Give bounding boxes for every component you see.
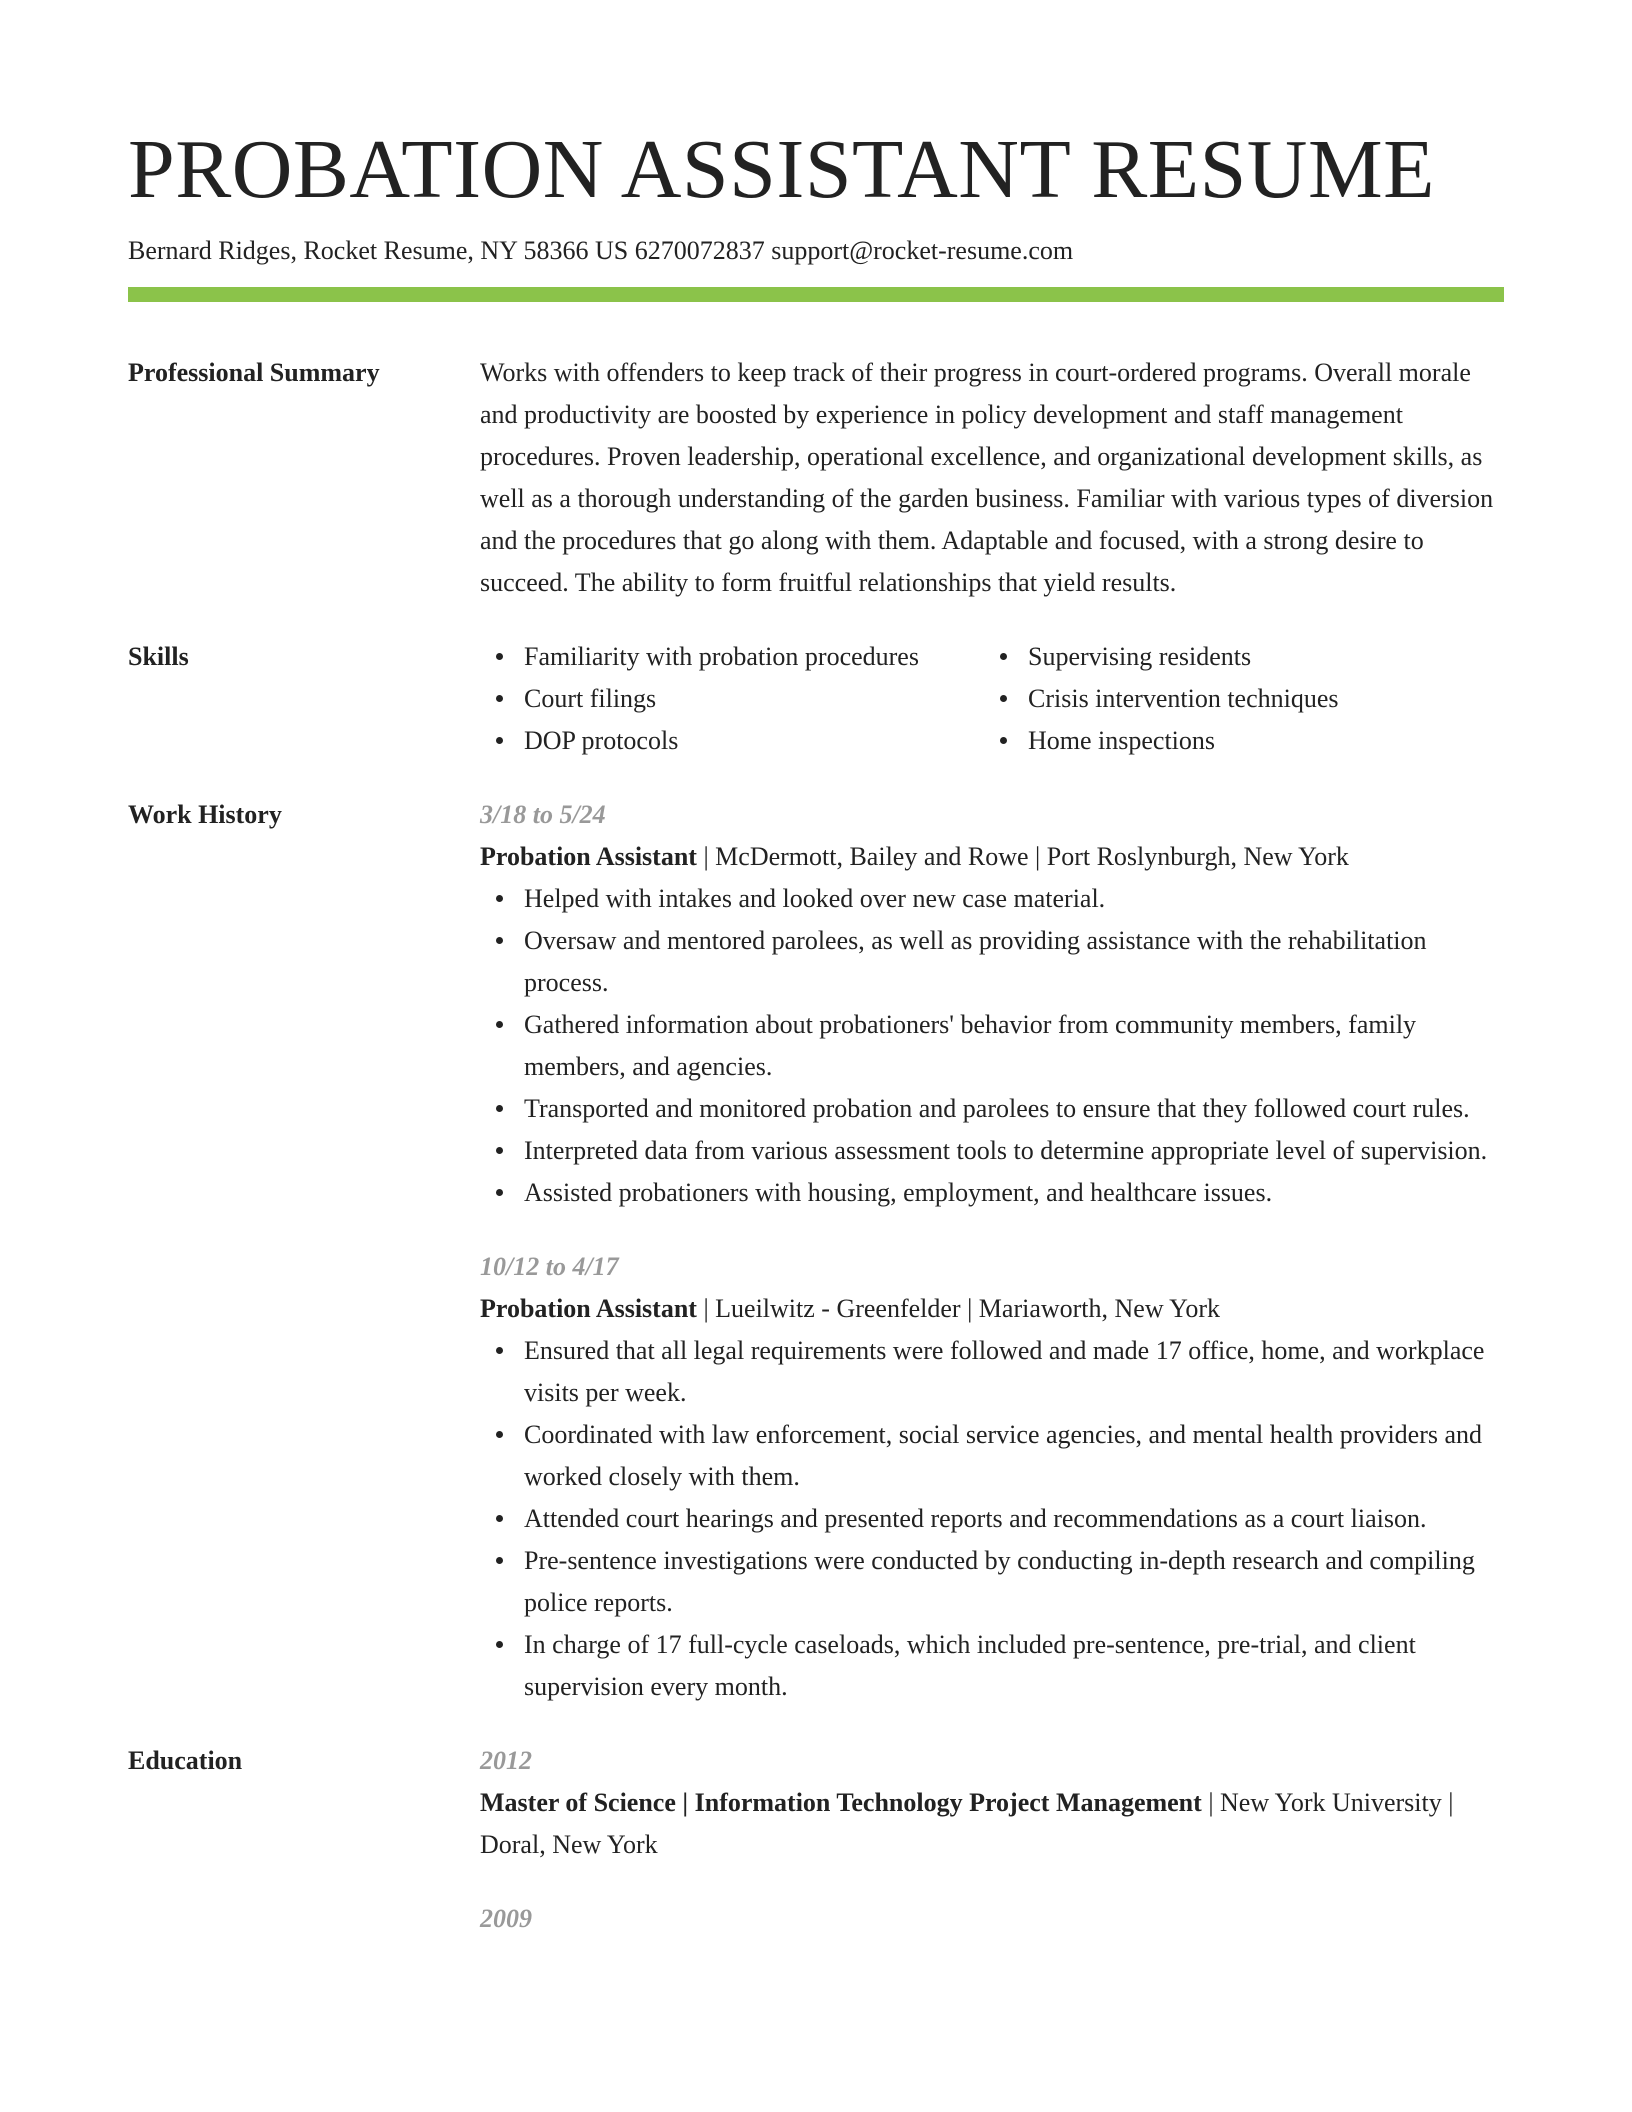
skill-item: Home inspections [984, 720, 1339, 762]
skills-section [128, 636, 1504, 762]
header-divider [128, 287, 1504, 302]
skills-label: Skills [128, 642, 189, 671]
job-bullets [480, 878, 1504, 1214]
job-bullet: Helped with intakes and looked over new case material. [480, 878, 1504, 920]
skills-body [480, 636, 1504, 762]
education-entry [480, 1898, 1504, 1940]
skills-column-left [480, 636, 984, 762]
job-entry [480, 1246, 1504, 1708]
contact-info: Bernard Ridges, Rocket Resume, NY 58366 US 6270072837 support@rocket-resume.com [128, 236, 1074, 265]
job-title: Probation Assistant [480, 842, 697, 871]
skill-item: DOP protocols [480, 720, 984, 762]
skill-item: Familiarity with probation procedures [480, 636, 984, 678]
job-heading [480, 1288, 1504, 1330]
education-heading [480, 1782, 1504, 1866]
job-bullet: Attended court hearings and presented reports and recommendations as a court liaison. [480, 1498, 1504, 1540]
resume-page [128, 120, 1504, 1940]
job-bullet: Gathered information about probationers' behavior from community members, family members, and agencies. [480, 1004, 1504, 1088]
job-bullet: Pre-sentence investigations were conducted by conducting in-depth research and compiling police reports. [480, 1540, 1504, 1624]
education-label: Education [128, 1746, 243, 1775]
summary-label: Professional Summary [128, 358, 380, 387]
work-history-section [128, 794, 1504, 1708]
work-history-label: Work History [128, 800, 282, 829]
job-dates: 3/18 to 5/24 [480, 800, 606, 829]
skills-column-right [984, 636, 1339, 762]
skills-grid [480, 636, 1504, 762]
job-bullet: Interpreted data from various assessment tools to determine appropriate level of supervision. [480, 1130, 1504, 1172]
work-history-body [480, 794, 1504, 1708]
summary-section [128, 352, 1504, 604]
summary-text: Works with offenders to keep track of their progress in court-ordered programs. Overall morale and productivity are boosted by experience in policy development and staff management procedures. Proven leadership, operational excellence, and organizational development skills, as well as a thorough understanding of the garden business. Familiar with various types of diversion and the procedures that go along with them. Adaptable and focused, with a strong desire to succeed. The ability to form fruitful relationships that yield results. [480, 358, 1494, 597]
education-year: 2012 [480, 1746, 532, 1775]
education-section [128, 1740, 1504, 1940]
page-title: PROBATION ASSISTANT RESUME [128, 123, 1435, 216]
job-bullet: Transported and monitored probation and parolees to ensure that they followed court rules. [480, 1088, 1504, 1130]
job-details: | Lueilwitz - Greenfelder | Mariaworth, New York [696, 1294, 1220, 1323]
education-entry [480, 1740, 1504, 1866]
job-bullet: Ensured that all legal requirements were followed and made 17 office, home, and workplace visits per week. [480, 1330, 1504, 1414]
education-year: 2009 [480, 1904, 532, 1933]
job-title: Probation Assistant [480, 1294, 697, 1323]
job-bullet: Assisted probationers with housing, employment, and healthcare issues. [480, 1172, 1504, 1214]
education-body [480, 1740, 1504, 1940]
job-dates: 10/12 to 4/17 [480, 1252, 619, 1281]
job-details: | McDermott, Bailey and Rowe | Port Roslynburgh, New York [696, 842, 1349, 871]
skill-item: Supervising residents [984, 636, 1339, 678]
job-bullets [480, 1330, 1504, 1708]
education-degree: Master of Science | Information Technology Project Management [480, 1788, 1202, 1817]
job-bullet: Coordinated with law enforcement, social service agencies, and mental health providers and worked closely with them. [480, 1414, 1504, 1498]
job-bullet: In charge of 17 full-cycle caseloads, which included pre-sentence, pre-trial, and client supervision every month. [480, 1624, 1504, 1708]
education-details: | New York University | Doral, New York [480, 1788, 1454, 1859]
job-bullet: Oversaw and mentored parolees, as well as providing assistance with the rehabilitation process. [480, 920, 1504, 1004]
skill-item: Court filings [480, 678, 984, 720]
skill-item: Crisis intervention techniques [984, 678, 1339, 720]
job-heading [480, 836, 1504, 878]
job-entry [480, 794, 1504, 1214]
